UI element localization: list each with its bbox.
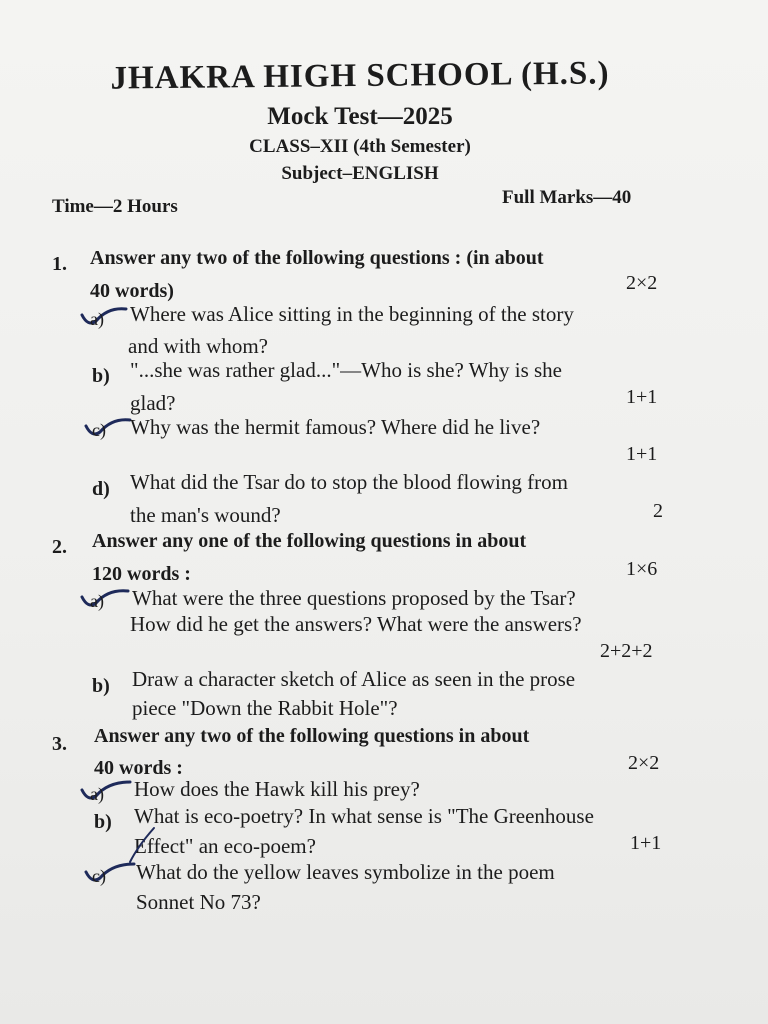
svg-text:a): a) <box>90 591 104 611</box>
section-instruction: Answer any two of the following questions in about <box>94 725 530 747</box>
question-text: What did the Tsar do to stop the blood flowing from <box>130 470 568 494</box>
section-instruction-cont: 40 words : <box>94 757 183 779</box>
section-marks: 1×6 <box>626 558 658 580</box>
question-text-cont: and with whom? <box>128 334 268 358</box>
question-text: What were the three questions proposed by the Tsar? <box>132 586 576 610</box>
subject-line: Subject–ENGLISH <box>281 163 439 184</box>
tick-mark-icon <box>84 860 136 888</box>
section-instruction: Answer any one of the following questions in about <box>92 530 527 552</box>
question-marks: 1+1 <box>626 443 658 465</box>
question-text-cont: the man's wound? <box>130 503 281 527</box>
question-text: How does the Hawk kill his prey? <box>134 777 420 801</box>
question-label: b) <box>92 675 110 697</box>
tick-mark-icon <box>80 778 132 806</box>
section-instruction-cont: 40 words) <box>90 280 174 302</box>
question-label: b) <box>92 365 110 387</box>
question-marks: 2 <box>653 500 663 522</box>
full-marks: Full Marks—40 <box>502 187 632 208</box>
section-marks: 2×2 <box>628 752 660 774</box>
question-text-cont: piece "Down the Rabbit Hole"? <box>132 696 398 720</box>
section-number: 3. <box>52 733 67 755</box>
question-text: "...she was rather glad..."—Who is she? Why is she <box>130 358 562 382</box>
question-text: Why was the hermit famous? Where did he live? <box>130 415 541 439</box>
question-marks: 1+1 <box>630 832 662 854</box>
section-marks: 2×2 <box>626 272 658 294</box>
exam-title: Mock Test—2025 <box>267 103 453 130</box>
section-number: 2. <box>52 536 67 558</box>
tick-mark-icon <box>80 585 130 613</box>
question-text: Where was Alice sitting in the beginning of the story <box>130 302 574 326</box>
question-text-cont: Effect" an eco-poem? <box>134 834 316 858</box>
svg-text:c): c) <box>92 866 106 886</box>
question-label: d) <box>92 478 110 500</box>
question-text: What do the yellow leaves symbolize in the poem <box>136 860 555 884</box>
school-name: JHAKRA HIGH SCHOOL (H.S.) <box>110 55 610 97</box>
section-number: 1. <box>52 253 67 275</box>
svg-text:a): a) <box>90 309 104 329</box>
tick-mark-icon <box>80 303 128 331</box>
section-instruction: Answer any two of the following questions : (in about <box>90 247 544 269</box>
question-text-cont: Sonnet No 73? <box>136 890 261 914</box>
section-instruction-cont: 120 words : <box>92 563 191 585</box>
question-marks: 1+1 <box>626 386 658 408</box>
svg-text:a): a) <box>90 784 104 804</box>
class-line: CLASS–XII (4th Semester) <box>249 136 471 157</box>
question-text-cont: How did he get the answers? What were the answers? <box>130 612 582 636</box>
tick-mark-icon <box>84 414 132 442</box>
question-text: Draw a character sketch of Alice as seen in the prose <box>132 667 576 691</box>
svg-text:c): c) <box>92 420 106 440</box>
question-text-cont: glad? <box>130 391 176 415</box>
question-text: What is eco-poetry? In what sense is "The Greenhouse <box>134 804 594 828</box>
question-marks: 2+2+2 <box>600 640 653 662</box>
question-label: b) <box>94 811 112 833</box>
time-allowed: Time—2 Hours <box>52 196 178 217</box>
